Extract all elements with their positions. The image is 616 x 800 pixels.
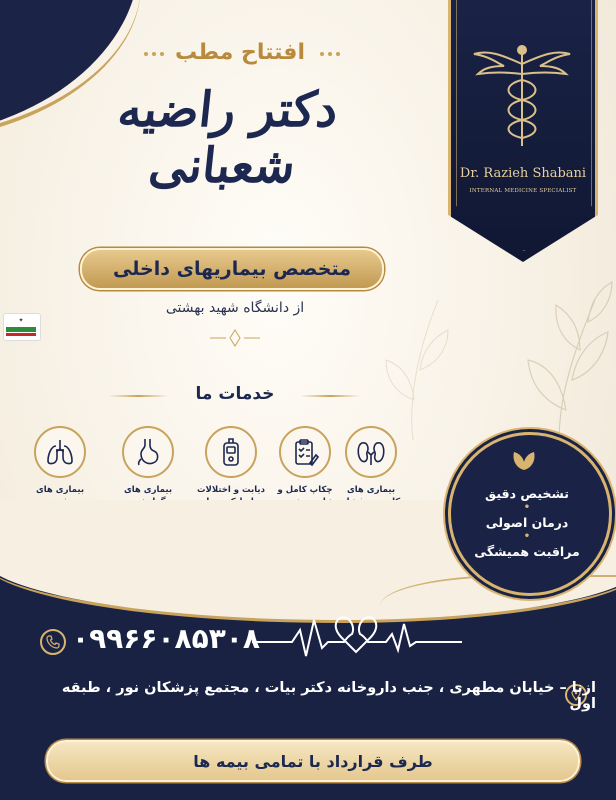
foliage-decoration <box>500 260 616 460</box>
service-icon-circle <box>345 426 397 478</box>
clipboard-checklist-icon <box>290 437 320 467</box>
service-item <box>270 426 340 509</box>
specialty-pill <box>80 248 384 290</box>
feature-constant-care: مراقبت همیشگی <box>474 544 580 559</box>
service-icon-circle <box>205 426 257 478</box>
phone-number[interactable]: ۰۹۹۶۶۰۸۵۳۰۸ <box>72 622 260 655</box>
feature-separator: • <box>523 502 531 513</box>
service-label: بیماری های <box>346 485 396 495</box>
ornament-icon <box>210 328 260 348</box>
lungs-icon <box>45 437 75 467</box>
service-item <box>113 426 183 509</box>
feature-separator: • <box>523 531 531 542</box>
service-label: چکاپ کامل و <box>277 485 333 495</box>
university-text: از دانشگاه شهید بهشتی <box>165 300 305 316</box>
leaf-icon <box>504 448 544 472</box>
service-label: بیماری های <box>35 485 85 495</box>
feature-proper-treatment: درمان اصولی <box>485 515 569 530</box>
doctor-specialty-en: INTERNAL MEDICINE SPECIALIST <box>469 188 577 194</box>
phone-icon <box>40 629 66 655</box>
service-icon-circle <box>279 426 331 478</box>
foliage-decoration-left <box>368 290 458 440</box>
caduceus-icon <box>470 40 574 150</box>
badge-bar <box>6 333 36 336</box>
service-icon-circle <box>34 426 86 478</box>
insurance-pill <box>46 740 580 782</box>
badge-bar <box>6 327 36 332</box>
kidney-icon <box>356 437 386 467</box>
feature-accurate-diagnosis: تشخیص دقیق <box>485 486 569 501</box>
address-text: ازنا – خیابان مطهری ، جنب داروخانه دکتر بیات ، مجتمع پزشکان نور ، طبقه اول <box>61 680 596 712</box>
heartbeat-line-icon <box>252 600 462 670</box>
features-list <box>448 482 606 563</box>
service-label: بیماری های <box>123 485 173 495</box>
opening-heading: افتتاح مطب <box>174 40 306 65</box>
insurance-label: طرف قرارداد با تمامی بیمه ها <box>193 751 433 771</box>
service-label: دیابت و اختلالات <box>197 485 265 495</box>
specialty-label: متخصص بیماریهای داخلی <box>113 258 351 280</box>
service-item <box>25 426 95 509</box>
doctor-name-en: Dr. Razieh Shabani <box>459 166 587 181</box>
badge-logo: ✦ <box>18 317 24 324</box>
services-title: خدمات ما <box>195 384 275 404</box>
glucometer-icon <box>216 437 246 467</box>
service-icon-circle <box>122 426 174 478</box>
stomach-icon <box>133 437 163 467</box>
doctor-name-fa: دکتر راضیه شعبانی <box>115 82 341 194</box>
